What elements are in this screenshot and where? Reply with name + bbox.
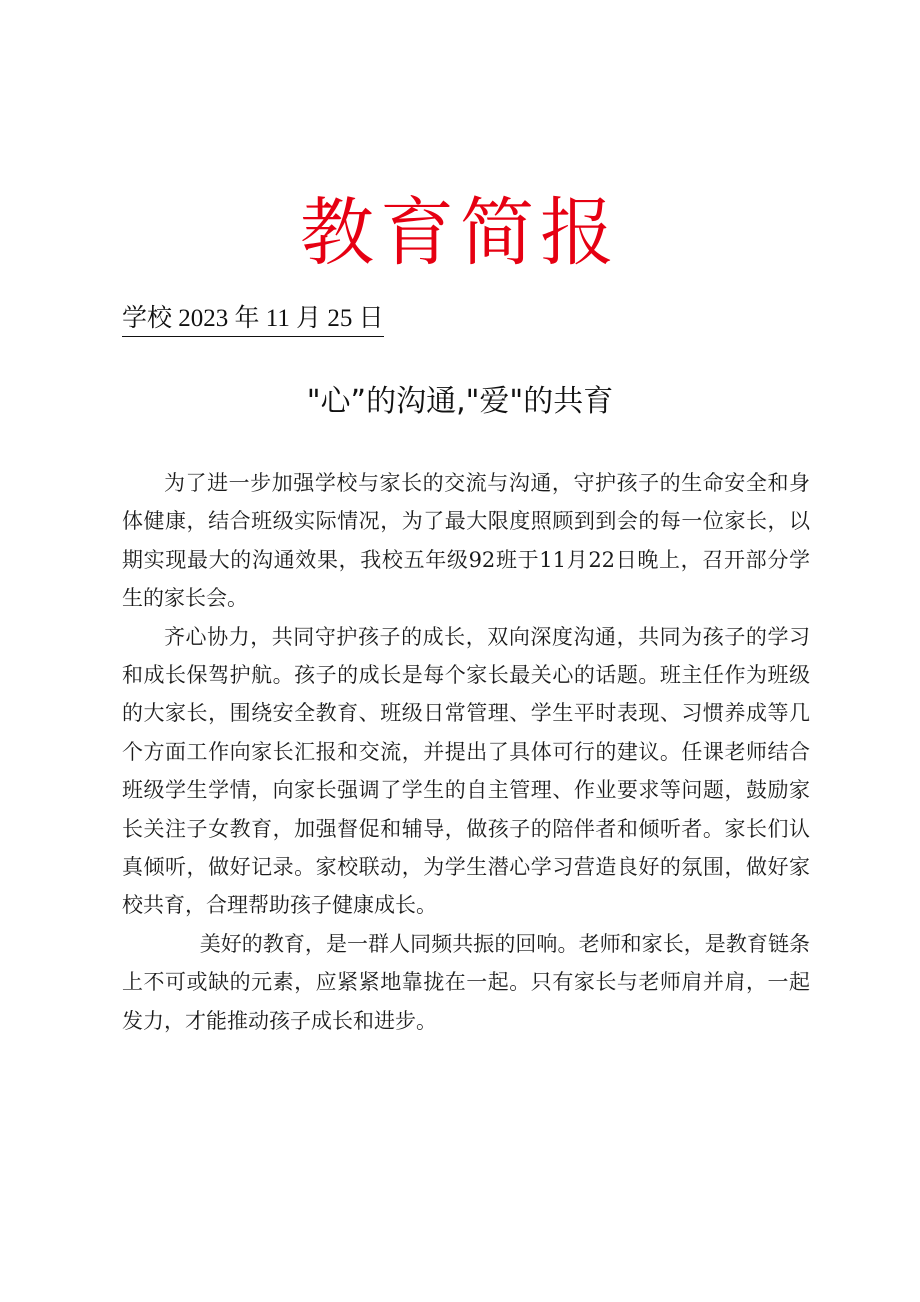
article-paragraph-2: 齐心协力，共同守护孩子的成长，双向深度沟通，共同为孩子的学习和成长保驾护航。孩子的成长是每个家长最关心的话题。班主任作为班级的大家长，围绕安全教育、班级日常管理、学生平时表现、习惯养成等几个方面工作向家长汇报和交流，并提出了具体可行的建议。任课老师结合班级学生学情，向家长强调了学生的自主管理、作业要求等问题，鼓励家长关注子女教育，加强督促和辅导，做孩子的陪伴者和倾听者。家长们认真倾听，做好记录。家校联动，为学生潜心学习营造良好的氛围，做好家校共育，合理帮助孩子健康成长。 bbox=[122, 624, 810, 918]
article-body bbox=[122, 464, 810, 1040]
article-paragraph-1: 为了进一步加强学校与家长的交流与沟通，守护孩子的生命安全和身体健康，结合班级实际情况，为了最大限度照顾到到会的每一位家长，以期实现最大的沟通效果，我校五年级92班于11月22日晚上，召开部分学生的家长会。 bbox=[122, 471, 810, 611]
article-paragraph-3: 美好的教育，是一群人同频共振的回响。老师和家长，是教育链条上不可或缺的元素，应紧紧地靠拢在一起。只有家长与老师肩并肩，一起发力，才能推动孩子成长和进步。 bbox=[122, 931, 810, 1033]
article-headline: "心”的沟通,"爱"的共育 bbox=[306, 384, 614, 419]
dateline: 学校 2023 年 11 月 25 日 bbox=[122, 302, 384, 337]
masthead-title: 教育简报 bbox=[300, 190, 620, 276]
